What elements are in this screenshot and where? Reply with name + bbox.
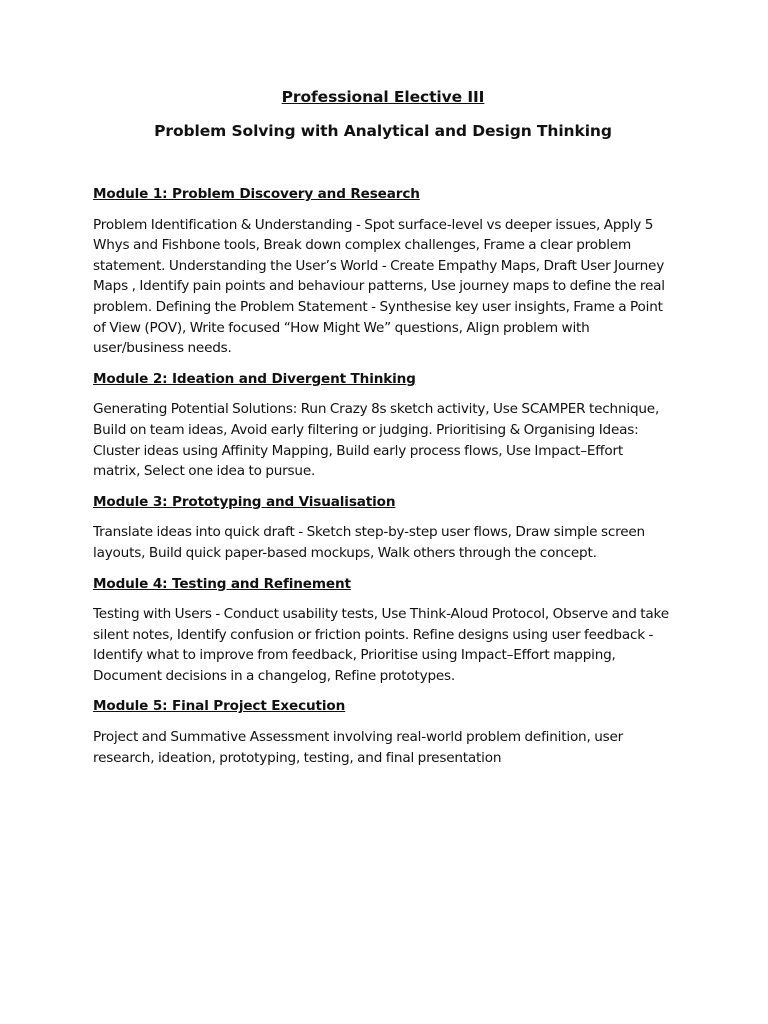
document-title: Professional Elective III <box>281 88 485 106</box>
module-4-body: Testing with Users - Conduct usability tests, Use Think-Aloud Protocol, Observe and take silent notes, Identify confusion or friction points. Refine designs using user feedback - Identify what to improve from feedback, Prioritise using Impact–Effort mapping, Document decisions in a changelog, Refine prototypes. <box>93 606 669 684</box>
module-2-body: Generating Potential Solutions: Run Crazy 8s sketch activity, Use SCAMPER technique, Build on team ideas, Avoid early filtering or judging. Prioritising & Organising Ideas: Cluster ideas using Affinity Mapping, Build early process flows, Use Impact–Effort matrix, Select one idea to pursue. <box>93 401 660 480</box>
modules-list <box>93 184 673 768</box>
module-2 <box>93 369 673 482</box>
document-page <box>93 86 673 778</box>
module-5 <box>93 696 673 768</box>
module-3-body: Translate ideas into quick draft - Sketch step-by-step user flows, Draw simple screen layouts, Build quick paper-based mockups, Walk others through the concept. <box>93 524 645 561</box>
module-4-heading: Module 4: Testing and Refinement <box>93 575 351 592</box>
module-5-heading: Module 5: Final Project Execution <box>93 698 346 715</box>
module-1-heading: Module 1: Problem Discovery and Research <box>93 186 420 202</box>
module-1 <box>93 184 673 359</box>
module-2-heading: Module 2: Ideation and Divergent Thinking <box>93 370 416 387</box>
module-1-body: Problem Identification & Understanding - Spot surface-level vs deeper issues, Apply 5 Whys and Fishbone tools, Break down complex challenges, Frame a clear problem statement. Understanding the User’s World - Create Empathy Maps, Draft User Journey Maps , Identify pain points and behaviour patterns, Use journey maps to define the real problem. Defining the Problem Statement - Synthesise key user insights, Frame a Point of View (POV), Write focused “How Might We” questions, Align problem with user/business needs. <box>93 216 665 357</box>
module-4 <box>93 574 673 687</box>
document-subtitle: Problem Solving with Analytical and Design Thinking <box>154 122 612 140</box>
module-3 <box>93 492 673 564</box>
module-5-body: Project and Summative Assessment involving real-world problem definition, user research, ideation, prototyping, testing, and final presentation <box>93 729 624 766</box>
module-3-heading: Module 3: Prototyping and Visualisation <box>93 493 396 510</box>
